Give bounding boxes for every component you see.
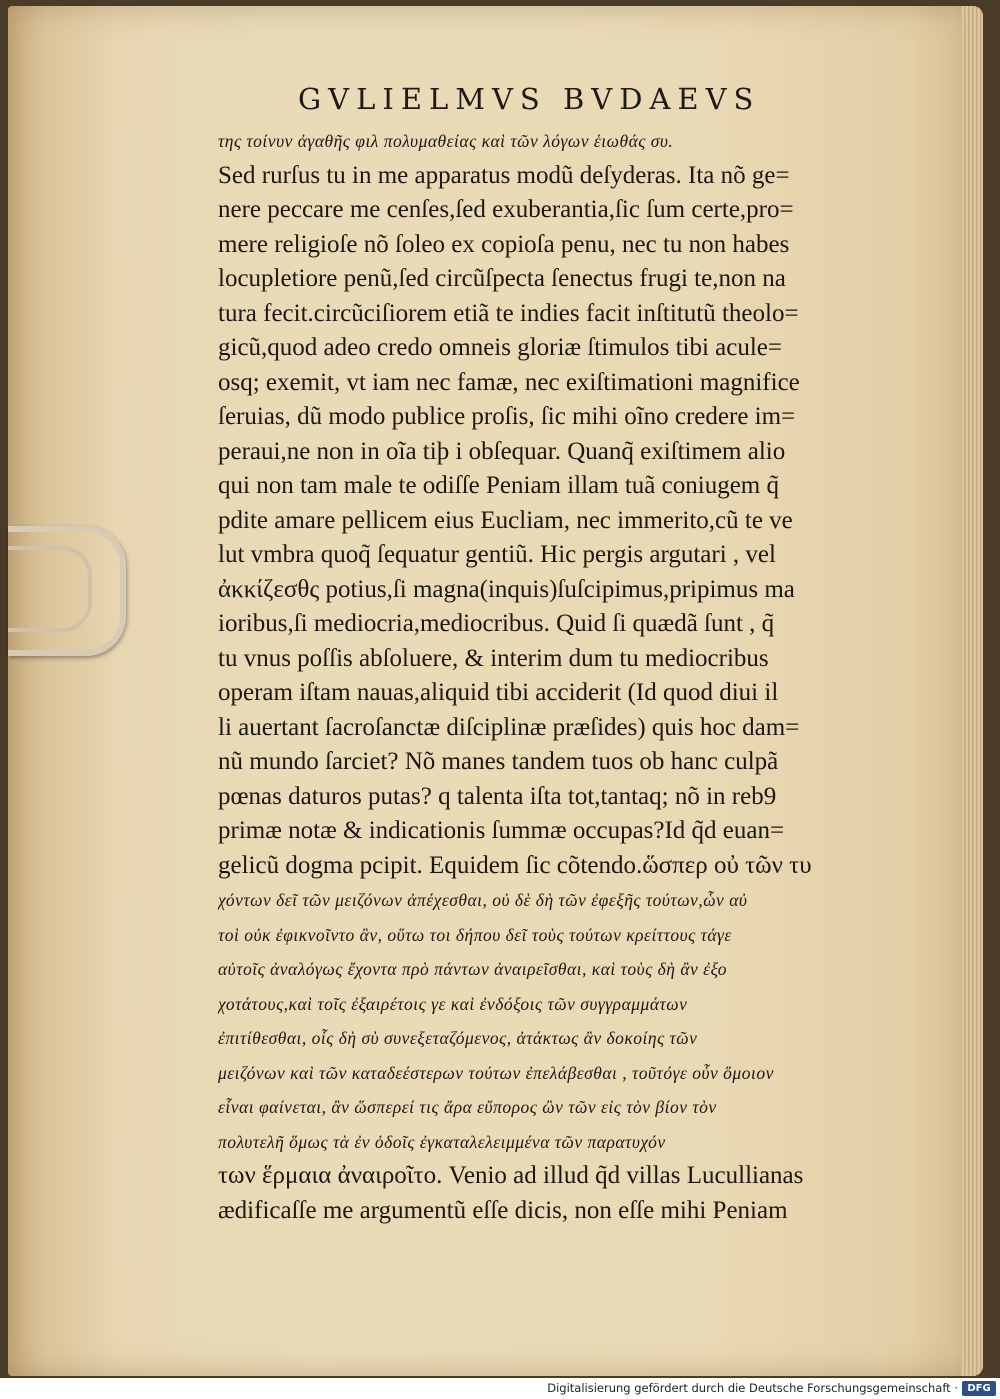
funding-credit: Digitalisierung gefördert durch die Deutsche Forschungsgemeinschaft ·	[547, 1381, 958, 1395]
text-line: peraui,ne non in oĩa tiþ i obſequar. Quanq̃ exiſtimem alio	[218, 437, 786, 465]
book-page	[8, 6, 983, 1376]
text-line: ἀκκίζεσθς potius,ſi magna(inquis)ſuſcipimus,pripimus ma	[218, 575, 795, 603]
text-line: πολυτελῆ ὅμως τὰ ἐν ὁδοῖς ἐγκαταλελειμμένα τῶν παρατυχόν	[218, 1131, 666, 1152]
text-line: αὐτοῖς ἀναλόγως ἔχοντα πρὸ πάντων ἀναιρεῖσθαι, καὶ τοὺς δὴ ἂν ἐξο	[218, 959, 728, 979]
text-line: nũ mundo ſarciet? Nõ manes tandem tuos ob hanc culpã	[218, 748, 779, 775]
text-block	[218, 124, 938, 1228]
text-line: tura fecit.circũciſiorem etiã te indies facit inſtitutũ theolo=	[218, 299, 799, 327]
text-line: li auertant ſacroſanctæ diſciplinæ præſides) quis hoc dam=	[218, 713, 800, 741]
text-line: operam iſtam nauas,aliquid tibi acciderit (Id quod diui il	[218, 679, 779, 706]
paper-clip-inner	[8, 546, 92, 632]
text-line: χοτάτους,καὶ τοῖς ἐξαιρέτοις γε καὶ ἐνδόξοις τῶν συγγραμμάτων	[218, 993, 688, 1014]
text-line: gelicũ dogma pcipit. Equidem ſic cõtendo.ὥσπερ οὐ τῶν τυ	[218, 851, 812, 879]
text-line: ædificaſſe me argumentũ eſſe dicis, non eſſe mihi Peniam	[218, 1196, 788, 1224]
running-head: GVLIELMVS BVDAEVS	[298, 82, 761, 116]
text-line: των ἕρμαια ἀναιροῖτο. Venio ad illud q̃d villas Lucullianas	[218, 1162, 804, 1189]
text-line: εἶναι φαίνεται, ἂν ὥσπερεί τις ἄρα εὔπορος ὢν τῶν εἰς τὸν βίον τὸν	[218, 1097, 717, 1117]
text-line: lut vmbra quoq̃ ſequatur gentiũ. Hic pergis argutari , vel	[218, 541, 776, 568]
text-line: pdite amare pellicem eius Eucliam, nec immerito,cũ te ve	[218, 506, 793, 534]
dfg-logo[interactable]: DFG	[962, 1381, 996, 1396]
text-line: pœnas daturos putas? q talenta iſta tot,tantaq; nõ in reb9	[218, 782, 777, 810]
text-line: osq; exemit, vt iam nec famæ, nec exiſtimationi magnifice	[218, 368, 800, 396]
text-line: Sed rurſus tu in me apparatus modũ deſyderas. Ita nõ ge=	[218, 161, 790, 189]
text-line: ioribus,ſi mediocria,mediocribus. Quid ſi quædã ſunt , q̃	[218, 610, 775, 637]
text-line: qui non tam male te odiſſe Peniam illam tuã coniugem q̃	[218, 472, 779, 499]
text-line: mere religioſe nõ ſoleo ex copioſa penu, nec tu non habes	[218, 230, 790, 258]
text-line: nere peccare me cenſes,ſed exuberantia,ſic ſum certe,pro=	[218, 196, 794, 223]
text-line: μειζόνων καὶ τῶν καταδεέστερων τούτων ἐπελάβεσθαι , τοῦτόγε οὖν ὅμοιον	[218, 1062, 774, 1083]
text-line: gicũ,quod adeo credo omneis gloriæ ſtimulos tibi acule=	[218, 334, 782, 361]
text-line: locupletiore penũ,ſed circũſpecta ſenectus frugi te,non na	[218, 265, 786, 292]
text-line: τοὶ οὐκ ἐφικνοῖντο ἂν, οὕτω τοι δήπου δεῖ τοὺς τούτων κρείττους τάγε	[218, 924, 732, 945]
text-line: primæ notæ & indicationis ſummæ occupas?Id q̃d euan=	[218, 817, 785, 844]
text-line: ſeruias, dũ modo publice proſis, ſic mihi oĩno credere im=	[218, 403, 796, 430]
text-line: tu vnus poſſis abſoluere, & interim dum tu mediocribus	[218, 644, 769, 672]
text-line: χόντων δεῖ τῶν μειζόνων ἀπέχεσθαι, οὐ δὲ δὴ τῶν ἐφεξῆς τούτων,ὧν αὐ	[218, 890, 748, 910]
footer-bar	[0, 1378, 1000, 1399]
page-edge	[961, 6, 983, 1376]
text-line: ἐπιτίθεσθαι, οἷς δὴ σὺ συνεξεταζόμενος, ἀτάκτως ἂν δοκοίης τῶν	[218, 1028, 698, 1048]
text-line: της τοίνυν ἀγαθῆς φιλ πολυμαθείας καὶ τῶν λόγων ἑιωθάς συ.	[218, 131, 674, 151]
